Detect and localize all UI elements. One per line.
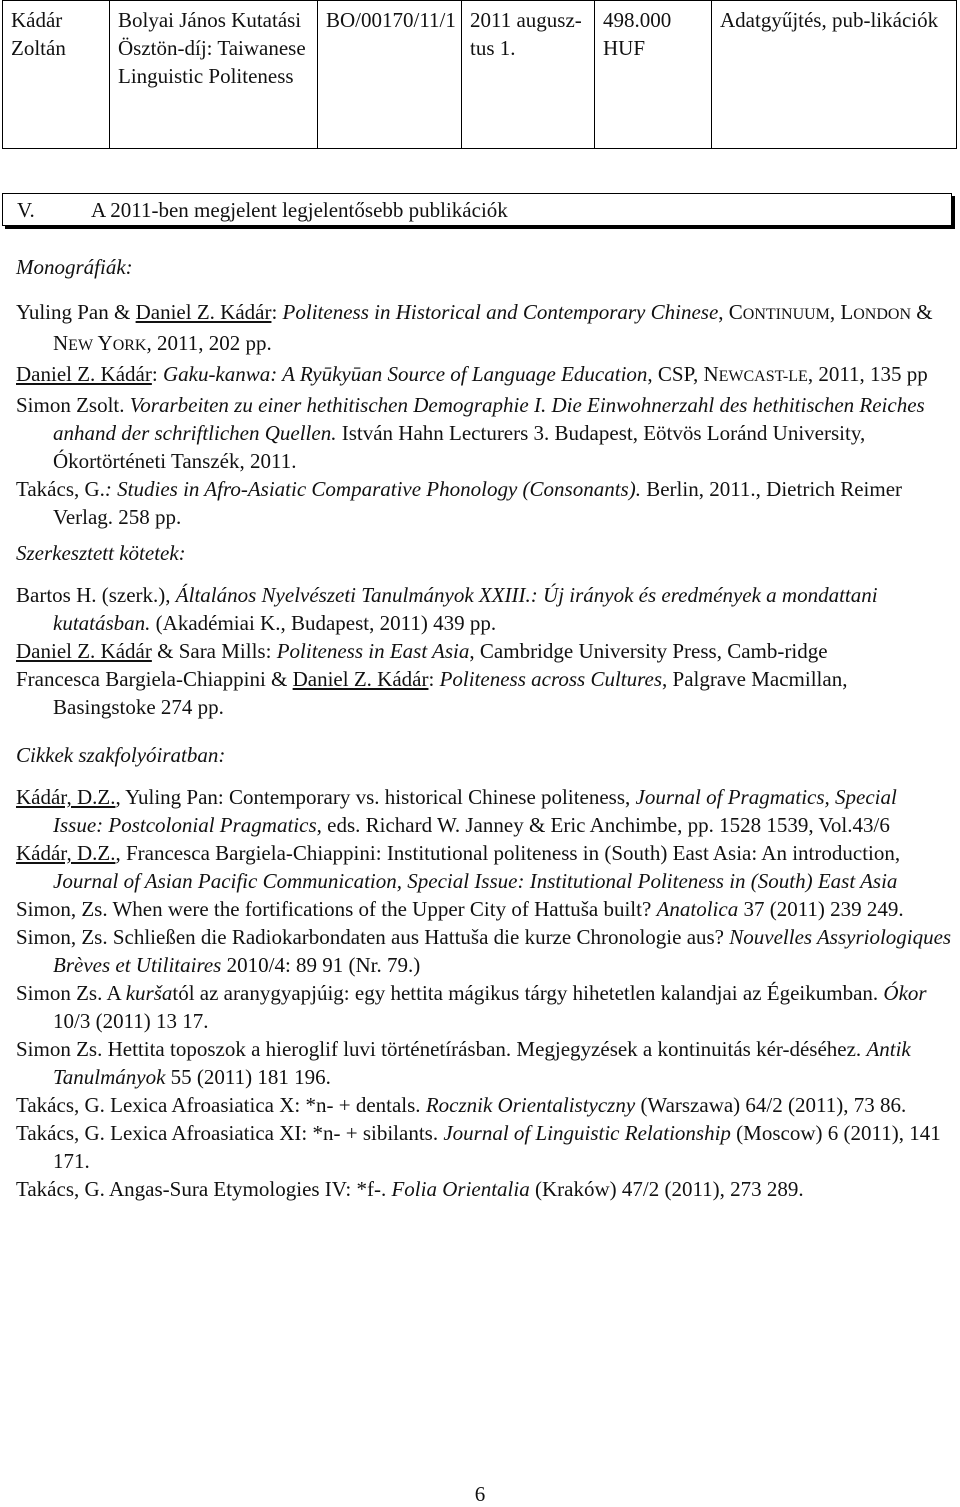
table-cell-purpose: Adatgyűjtés, pub-likációk <box>712 1 957 149</box>
publication-list <box>16 253 952 1203</box>
heading-edited: Szerkesztett kötetek: <box>16 541 186 565</box>
table-cell-grant: Bolyai János Kutatási Ösztön-díj: Taiwanese Linguistic Politeness <box>110 1 318 149</box>
list-item: Daniel Z. Kádár & Sara Mills: Politeness in East Asia, Cambridge University Press, Camb-ridge <box>16 639 828 663</box>
section-title: A 2011-ben megjelent legjelentősebb publikációk <box>91 198 508 222</box>
table-cell-date: 2011 augusz-tus 1. <box>462 1 595 149</box>
list-item: Francesca Bargiela-Chiappini & Daniel Z. Kádár: Politeness across Cultures, Palgrave Macmillan, Basingstoke 274 pp. <box>16 667 848 719</box>
list-item: Daniel Z. Kádár: Gaku-kanwa: A Ryūkyūan Source of Language Education, CSP, NEWCAST-LE, 2011, 135 pp <box>16 362 928 386</box>
table-cell-name: Kádár Zoltán <box>3 1 110 149</box>
heading-articles: Cikkek szakfolyóiratban: <box>16 743 226 767</box>
list-item: Yuling Pan & Daniel Z. Kádár: Politeness in Historical and Contemporary Chinese, CONTINUUM, LONDON & NEW YORK, 2011, 202 pp. <box>16 300 933 355</box>
list-item: Simon Zs. Hettita toposzok a hieroglif luvi történetírásban. Megjegyzések a kontinuitás kér-déséhez. Antik Tanulmányok 55 (2011) 181 196. <box>16 1037 911 1089</box>
page-number: 6 <box>474 1482 486 1506</box>
list-item: Kádár, D.Z., Yuling Pan: Contemporary vs. historical Chinese politeness, Journal of Pragmatics, Special Issue: Postcolonial Pragmatics, eds. Richard W. Janney & Eric Anchimbe, pp. 1528 1539, Vol.43/6 <box>16 785 897 837</box>
list-item: Kádár, D.Z., Francesca Bargiela-Chiappini: Institutional politeness in (South) East Asia: An introduction, Journal of Asian Pacific Communication, Special Issue: Institutional Politeness in (South) East Asia <box>16 841 901 893</box>
list-item: Takács, G. Lexica Afroasiatica X: *n- + dentals. Rocznik Orientalistyczny (Warszawa) 64/2 (2011), 73 86. <box>16 1093 907 1117</box>
table-row <box>3 1 957 149</box>
heading-monographs: Monográfiák: <box>16 255 133 279</box>
list-item: Simon Zsolt. Vorarbeiten zu einer hethitischen Demographie I. Die Einwohnerzahl des hethitischen Reiches anhand der schriftlichen Quellen. István Hahn Lecturers 3. Budapest, Eötvös Loránd University, Ókortörténeti Tanszék, 2011. <box>16 393 925 473</box>
table-cell-id: BO/00170/11/1 <box>318 1 462 149</box>
section-number: V. <box>17 198 35 222</box>
list-item: Takács, G. Angas-Sura Etymologies IV: *f-. Folia Orientalia (Kraków) 47/2 (2011), 273 289. <box>16 1177 804 1201</box>
list-item: Simon, Zs. When were the fortifications of the Upper City of Hattuša built? Anatolica 37 (2011) 239 249. <box>16 897 904 921</box>
list-item: Bartos H. (szerk.), Általános Nyelvészeti Tanulmányok XXIII.: Új irányok és eredmények a mondattani kutatásban. (Akadémiai K., Budapest, 2011) 439 pp. <box>16 583 878 635</box>
grant-table <box>2 0 957 149</box>
list-item: Takács, G.: Studies in Afro-Asiatic Comparative Phonology (Consonants). Berlin, 2011., Dietrich Reimer Verlag. 258 pp. <box>16 477 903 529</box>
list-item: Takács, G. Lexica Afroasiatica XI: *n- + sibilants. Journal of Linguistic Relationship (Moscow) 6 (2011), 141 171. <box>16 1121 941 1173</box>
table-cell-amount: 498.000 HUF <box>595 1 712 149</box>
section-heading-box <box>2 193 952 226</box>
list-item: Simon Zs. A kuršatól az aranygyapjúig: egy hettita mágikus tárgy hihetetlen kalandjai az Égeikumban. Ókor 10/3 (2011) 13 17. <box>16 981 927 1033</box>
list-item: Simon, Zs. Schließen die Radiokarbondaten aus Hattuša die kurze Chronologie aus? Nouvelles Assyriologiques Brèves et Utilitaires 2010/4: 89 91 (Nr. 79.) <box>16 925 952 977</box>
